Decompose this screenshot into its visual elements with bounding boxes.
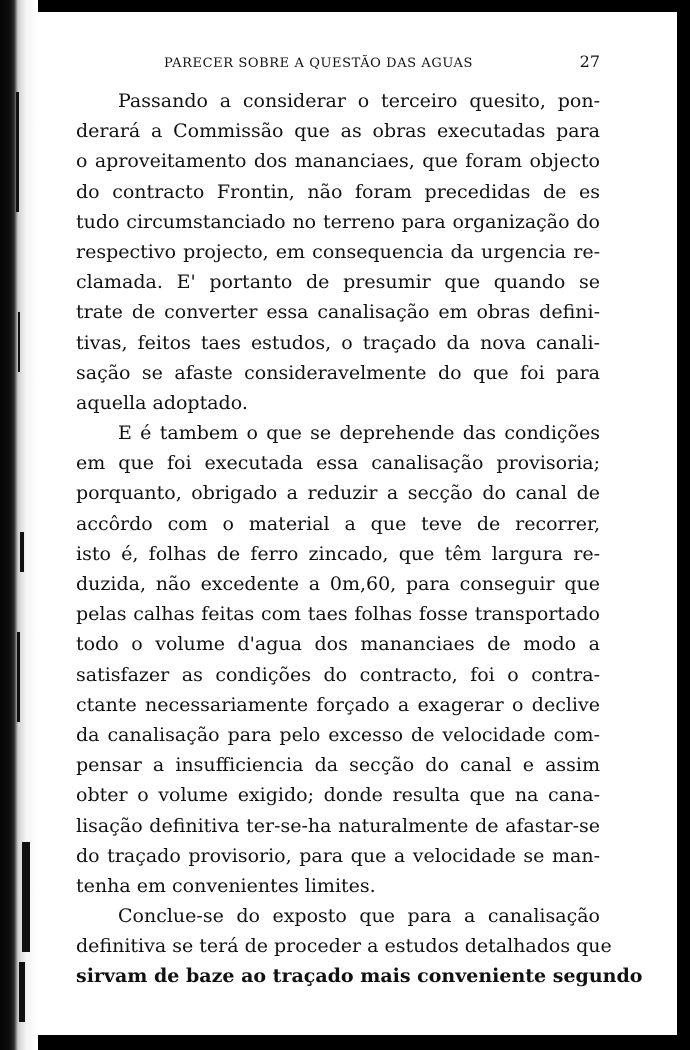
text-line: do contracto Frontin, não foram precedidas de es: [76, 180, 600, 203]
text-line: da canalisação para pelo excesso de velocidade com-: [76, 723, 600, 746]
text-line: E é tambem o que se deprehende das condições: [118, 422, 600, 445]
body-text: [76, 86, 643, 992]
running-title: PARECER SOBRE A QUESTÃO DAS AGUAS: [164, 56, 474, 71]
text-line: sação se afaste consideravelmente do que foi para: [76, 361, 600, 384]
text-line: definitiva se terá de proceder a estudos detalhados que: [76, 935, 612, 958]
text-line: tivas, feitos taes estudos, o traçado da nova canali-: [76, 331, 600, 354]
text-line: ctante necessariamente forçado a exagerar o declive: [76, 693, 600, 716]
text-line: Passando a considerar o terceiro quesito, pon-: [118, 90, 600, 112]
text-line: o aproveitamento dos mananciaes, que foram objecto: [76, 150, 600, 173]
text-line: derará a Commissão que as obras executadas para: [76, 120, 600, 143]
text-line: porquanto, obrigado a reduzir a secção do canal de: [76, 482, 600, 505]
text-line: tenha em convenientes limites.: [76, 874, 376, 897]
text-line: todo o volume d'agua dos mananciaes de modo a: [76, 633, 600, 656]
text-line: accôrdo com o material a que teve de recorrer,: [76, 512, 600, 535]
page-number: 27: [579, 52, 600, 71]
text-line: em que foi executada essa canalisação provisoria;: [76, 452, 600, 475]
text-line: pensar a insufficiencia da secção do canal e assim: [76, 754, 600, 777]
running-head: [160, 52, 600, 71]
text-line: aquella adoptado.: [76, 391, 248, 414]
text-line: obter o volume exigido; donde resulta que na cana-: [76, 784, 600, 807]
text-line: sirvam de baze ao traçado mais conveniente segundo: [76, 965, 643, 988]
text-line: clamada. E' portanto de presumir que quando se: [76, 271, 600, 294]
text-line: tudo circumstanciado no terreno para organização do: [76, 210, 600, 233]
text-line: respectivo projecto, em consequencia da urgencia re-: [76, 240, 600, 263]
text-line: trate de converter essa canalisação em obras defini-: [76, 301, 600, 324]
text-line: duzida, não excedente a 0m,60, para conseguir que: [76, 573, 600, 595]
text-line: lisação definitiva ter-se-ha naturalmente de afastar-se: [76, 814, 600, 837]
spine-speckles: [14, 12, 40, 1035]
text-line: pelas calhas feitas com taes folhas fosse transportado: [76, 603, 600, 626]
text-line: satisfazer as condições do contracto, foi o contra-: [76, 663, 600, 686]
text-line: isto é, folhas de ferro zincado, que têm largura re-: [76, 542, 600, 565]
text-line: do traçado provisorio, para que a velocidade se man-: [76, 844, 600, 867]
text-line: Conclue-se do exposto que para a canalisação: [118, 905, 600, 928]
